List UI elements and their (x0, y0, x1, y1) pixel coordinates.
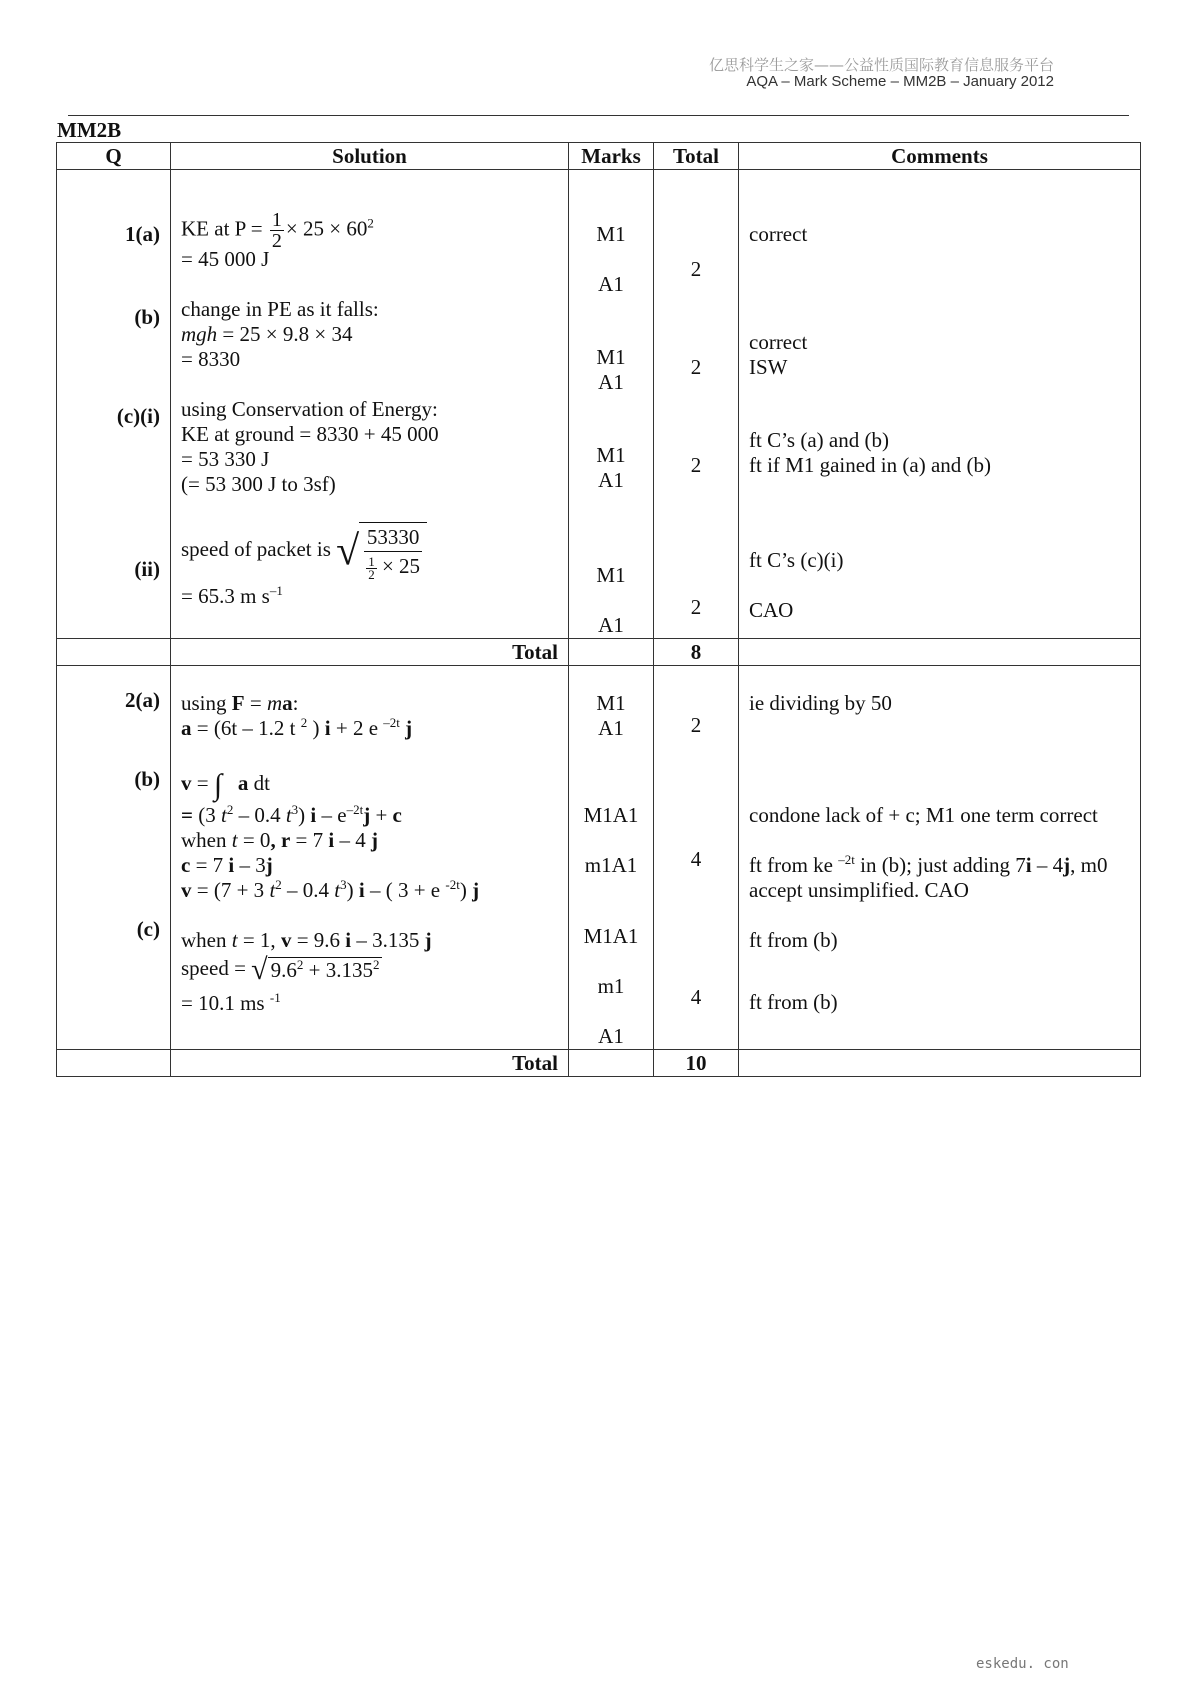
q1ci-label: (c)(i) (116, 404, 160, 428)
q2b-line3 (181, 828, 558, 853)
mgh-var: mgh (181, 322, 218, 346)
q1ii-comment1: ft C’s (c)(i) (749, 548, 844, 572)
exp: 3 (291, 802, 299, 817)
exp: –2t (838, 852, 855, 867)
q2-marks (569, 666, 654, 1050)
q2b-comment1: condone lack of + c; M1 one term correct (749, 803, 1098, 827)
b2-part: + (370, 803, 393, 827)
ke-exponent: 2 (367, 215, 374, 231)
q1-total-marks-empty (569, 639, 654, 666)
q2a-comment: ie dividing by 50 (749, 691, 892, 715)
v-eq: = (191, 771, 214, 795)
i-vec: i (228, 853, 235, 877)
q1b-line2 (181, 322, 558, 347)
b5-part: – 0.4 (281, 878, 335, 902)
q1b-mark1: M1 (596, 345, 626, 369)
q1ci-mark1: M1 (596, 443, 626, 467)
q1-total-value: 8 (654, 639, 739, 666)
b3-part: = 7 (290, 828, 329, 852)
q1ii-mark2: A1 (598, 613, 624, 637)
mass-m: m (266, 691, 283, 715)
ke-prefix: KE at P = (181, 216, 268, 241)
c1-part: = 9.6 (291, 928, 346, 952)
q1-solution (171, 170, 569, 639)
q1b-comment2: ISW (749, 355, 788, 379)
j-vec: j (405, 716, 413, 740)
q2c-comment2: ft from (b) (749, 990, 838, 1014)
b2-part: – 0.4 (233, 803, 286, 827)
exp: -1 (269, 990, 281, 1005)
q2a-mark1: M1 (596, 691, 626, 715)
q2c-mark1: M1A1 (583, 924, 639, 948)
q1a-total: 2 (690, 257, 702, 281)
q1ii-line1 (181, 522, 558, 582)
q2-total-value: 10 (654, 1050, 739, 1077)
q1ii-total: 2 (690, 595, 702, 619)
cm-part: , m0 (1070, 853, 1108, 877)
q1-total-comments-empty (739, 639, 1141, 666)
integral-icon: ∫ (213, 768, 223, 802)
comma: , (270, 828, 281, 852)
b2-part: ) (298, 803, 311, 827)
q2b-line1 (181, 768, 558, 803)
footer-watermark: eskedu. con (976, 1656, 1069, 1672)
q2-totals (654, 666, 739, 1050)
exp: -2t (445, 877, 460, 892)
radical-body (359, 522, 427, 581)
q1ci-mark2: A1 (598, 468, 624, 492)
v-vec: v (181, 878, 192, 902)
q2-comments (739, 666, 1141, 1050)
q1ii-comment2: CAO (749, 598, 794, 622)
q2-solution (171, 666, 569, 1050)
cm-part: ft from ke (749, 853, 839, 877)
col-q: Q (57, 143, 171, 170)
q2c-line3 (181, 991, 558, 1016)
i-vec: i (358, 878, 365, 902)
b3-part: = 0 (237, 828, 271, 852)
t-var: t (285, 803, 292, 827)
cm-part: – 4 (1031, 853, 1064, 877)
q2c-label: (c) (136, 917, 160, 941)
colon: : (292, 691, 299, 715)
c1-part: – 3.135 (351, 928, 425, 952)
q2c-mark2: m1 (597, 974, 625, 998)
small-half-fraction (366, 553, 377, 582)
i-vec: i (328, 828, 335, 852)
q1ci-line2: KE at ground = 8330 + 45 000 (181, 422, 439, 446)
q2a-line2 (181, 716, 558, 741)
q1b-line1: change in PE as it falls: (181, 297, 379, 321)
q1b-mark2: A1 (598, 370, 624, 394)
exp: 3 (340, 877, 347, 892)
q1a-mark2: A1 (598, 272, 624, 296)
q1-total-empty (57, 639, 171, 666)
q1b-line3: = 8330 (181, 347, 241, 371)
dt-text: dt (248, 771, 270, 795)
r-vec: r (280, 828, 291, 852)
col-comments: Comments (739, 143, 1141, 170)
q1ci-comment2: ft if M1 gained in (a) and (b) (749, 453, 992, 477)
b5-part: – ( 3 + e (364, 878, 446, 902)
j-vec: j (1063, 853, 1071, 877)
j-vec: j (370, 828, 378, 852)
speed-value: = 65.3 m s (181, 584, 270, 608)
j-vec: j (424, 928, 432, 952)
t-var: t (269, 878, 276, 902)
q1a-label: 1(a) (125, 222, 160, 246)
v-vec: v (280, 928, 292, 952)
b4-part: = 7 (190, 853, 229, 877)
q2b-comment2 (749, 853, 1130, 878)
q2c-comment1: ft from (b) (749, 928, 838, 952)
q2c-mark3: A1 (598, 1024, 624, 1048)
mark-scheme-table (56, 142, 1141, 1077)
c1-part: when (181, 928, 232, 952)
q2b-line2 (181, 803, 558, 828)
speed-text: speed of packet is (181, 537, 331, 562)
q1ii-label: (ii) (134, 557, 160, 581)
exp: 2 (275, 877, 282, 892)
j-vec: j (472, 878, 480, 902)
half-fraction (270, 210, 284, 251)
q1ii-mark1: M1 (596, 563, 626, 587)
speed-result: = 10.1 ms (181, 991, 270, 1015)
j-vec: j (265, 853, 273, 877)
b3-part: when (181, 828, 232, 852)
fraction-numerator: 1 (271, 209, 282, 231)
using-text: using (181, 691, 232, 715)
b2-part: (3 (192, 803, 221, 827)
q1-labels (57, 170, 171, 639)
q1b-label: (b) (134, 305, 160, 329)
i-vec: i (1025, 853, 1032, 877)
ke-rest: × 25 × 60 (285, 216, 368, 241)
radical-fraction (364, 523, 422, 581)
section-title: MM2B (57, 118, 122, 142)
sqrt-part: + 3.135 (303, 958, 373, 982)
q1ci-comment1: ft C’s (a) and (b) (749, 428, 889, 452)
a-exp2: –2t (383, 715, 400, 730)
q2a-total: 2 (690, 713, 702, 737)
sqrt-part: 9.6 (270, 958, 297, 982)
radical-den-rest: × 25 (381, 554, 421, 578)
t-var: t (231, 828, 238, 852)
speed-radical (336, 522, 427, 581)
q1ci-total: 2 (690, 453, 702, 477)
mgh-rest: = 25 × 9.8 × 34 (217, 322, 353, 346)
eq-sign: = (244, 691, 267, 715)
speed-unit-exp: –1 (269, 583, 283, 598)
q2-block (57, 666, 1141, 1050)
a-vec: a (237, 771, 249, 795)
q2a-mark2: A1 (598, 716, 624, 740)
fraction-denominator: 2 (271, 230, 282, 252)
exp: 2 (226, 802, 234, 817)
q1ci-line3: = 53 330 J (181, 447, 270, 471)
q2a-label: 2(a) (125, 688, 160, 712)
q1ii-line2 (181, 584, 558, 609)
q1ci-line1: using Conservation of Energy: (181, 397, 438, 421)
q2a-line1 (181, 691, 558, 716)
col-total: Total (654, 143, 739, 170)
t-var: t (220, 803, 227, 827)
c-const: c (181, 853, 191, 877)
small-den: 2 (368, 566, 375, 582)
exp: –2t (346, 802, 364, 817)
q2b-line5 (181, 878, 558, 903)
radical-denominator (364, 552, 422, 581)
b5-part: ) (459, 878, 473, 902)
sqrt-body (268, 957, 383, 983)
i-vec: i (310, 803, 317, 827)
c-const: c (392, 803, 402, 827)
b5-part: = (7 + 3 (191, 878, 270, 902)
q2-total-empty (57, 1050, 171, 1077)
q1a-comment: correct (749, 222, 808, 246)
q2c-line1 (181, 928, 558, 953)
speed-sqrt (251, 955, 382, 985)
q2b-total: 4 (690, 847, 702, 871)
q2b-mark2: m1A1 (584, 853, 638, 877)
b2-part: – e (316, 803, 347, 827)
c1-part: = 1, (237, 928, 281, 952)
i-vec: i (324, 716, 331, 740)
cm-part: in (b); just adding 7 (854, 853, 1026, 877)
b3-part: – 4 (334, 828, 371, 852)
exp: 2 (372, 957, 380, 972)
q2-total-row (57, 1050, 1141, 1077)
q2b-line4 (181, 853, 558, 878)
q1ci-line4: (= 53 300 J to 3sf) (181, 472, 336, 496)
i-vec: i (345, 928, 352, 952)
small-num: 1 (368, 553, 375, 569)
a-exp1: 2 (300, 715, 308, 730)
q1b-comment1: correct (749, 330, 808, 354)
q1a-mark1: M1 (596, 222, 626, 246)
col-marks: Marks (569, 143, 654, 170)
accel-a2: a (181, 716, 192, 740)
q2-labels (57, 666, 171, 1050)
q1-block (57, 170, 1141, 639)
q1-marks (569, 170, 654, 639)
header-rule (68, 115, 1129, 116)
radical-numerator: 53330 (364, 523, 422, 552)
a-expr2: ) (307, 716, 325, 740)
q2-total-label: Total (171, 1050, 569, 1077)
b4-part: – 3 (234, 853, 266, 877)
force-F: F (231, 691, 245, 715)
eq-bold: = (181, 803, 193, 827)
speed-label: speed = (181, 955, 252, 980)
exp: 2 (296, 957, 304, 972)
col-solution: Solution (171, 143, 569, 170)
document-header: AQA – Mark Scheme – MM2B – January 2012 (746, 73, 1054, 90)
q2b-mark1: M1A1 (583, 803, 639, 827)
v-vec: v (181, 771, 192, 795)
q1a-line1 (181, 209, 558, 252)
t-var: t (334, 878, 341, 902)
q1-total-row (57, 639, 1141, 666)
accel-a: a (282, 691, 293, 715)
j-vec: j (363, 803, 371, 827)
table-header-row (57, 143, 1141, 170)
q2b-label: (b) (134, 767, 160, 791)
q2c-line2 (181, 953, 558, 991)
q2c-total: 4 (690, 985, 702, 1009)
q1-totals (654, 170, 739, 639)
q1a-line2: = 45 000 J (181, 247, 270, 271)
q1b-total: 2 (690, 355, 702, 379)
b5-part: ) (346, 878, 359, 902)
t-var: t (231, 928, 238, 952)
sqrt-icon: √ (336, 528, 360, 575)
a-expr1: = (6t – 1.2 t (191, 716, 301, 740)
q2-total-marks-empty (569, 1050, 654, 1077)
q2-total-comments-empty (739, 1050, 1141, 1077)
q1-comments (739, 170, 1141, 639)
sqrt-icon: √ (251, 953, 268, 986)
q2b-comment3: accept unsimplified. CAO (749, 878, 969, 902)
a-expr3: + 2 e (330, 716, 384, 740)
site-banner: 亿思科学生之家——公益性质国际教育信息服务平台 (708, 56, 1054, 74)
q1-total-label: Total (171, 639, 569, 666)
